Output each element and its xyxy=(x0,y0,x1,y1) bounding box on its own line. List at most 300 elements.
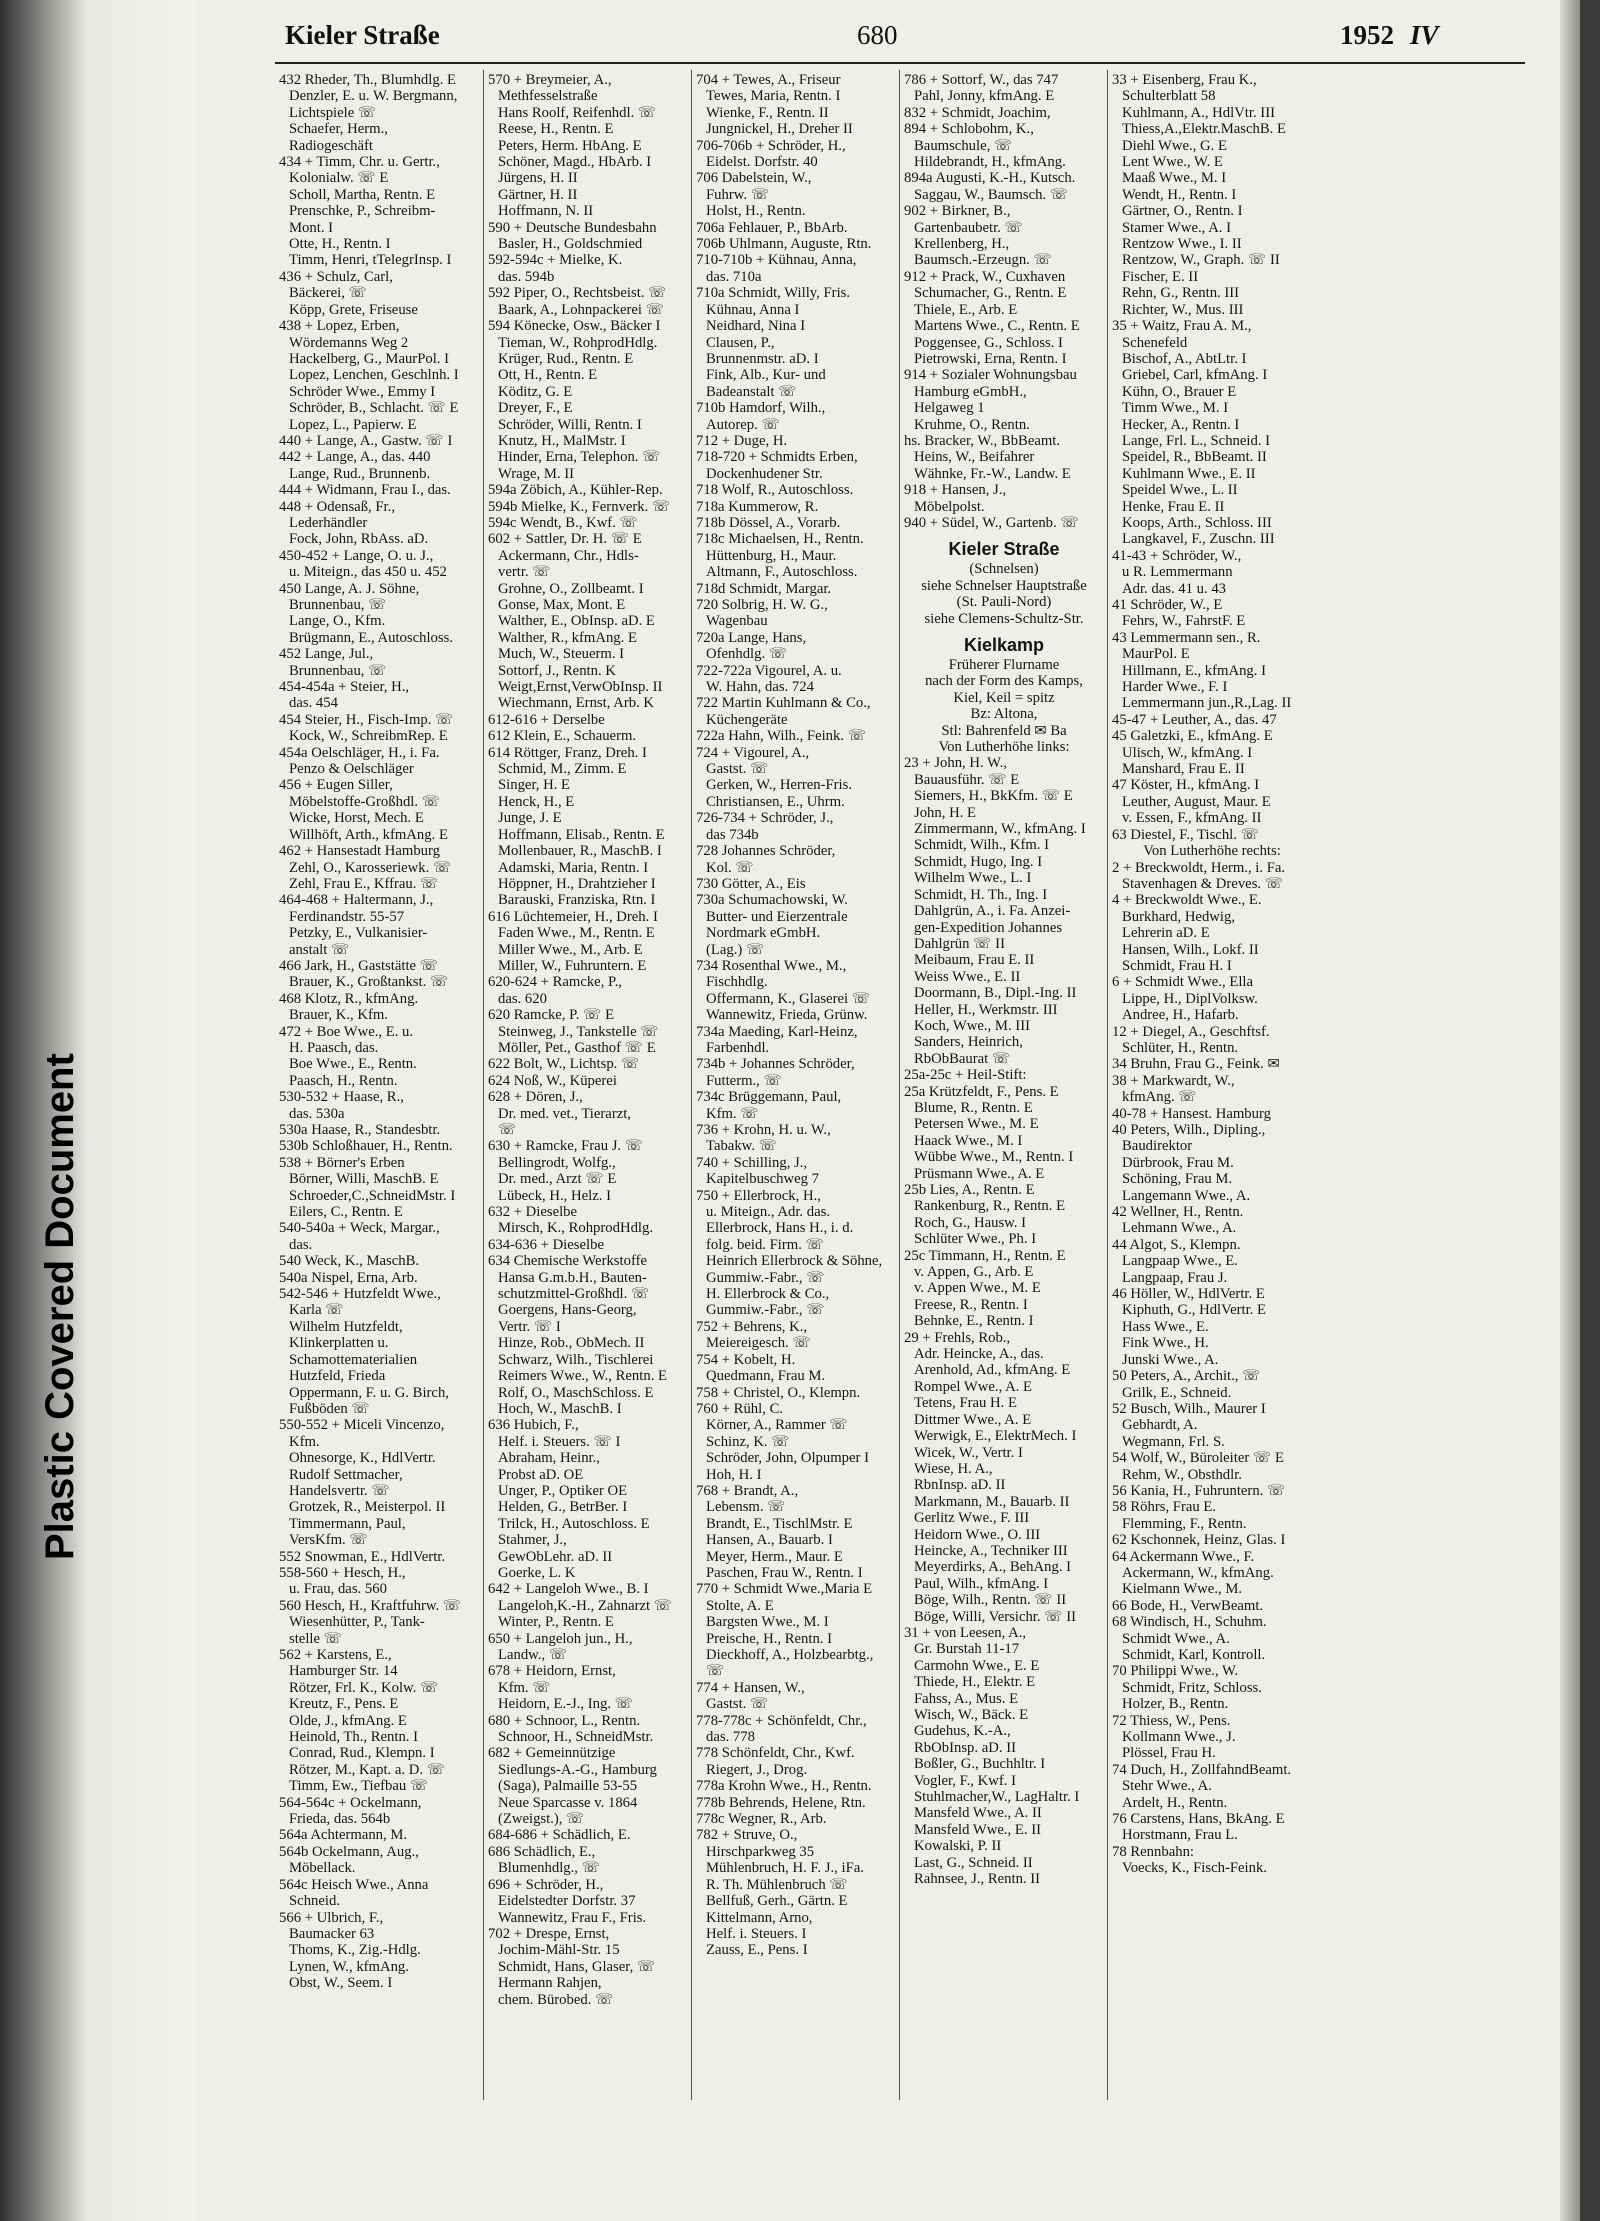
directory-entry: 47 Köster, H., kfmAng. I xyxy=(1112,777,1260,794)
directory-entry: Flemming, F., Rentn. xyxy=(1122,1515,1247,1532)
directory-entry: Hecker, A., Rentn. I xyxy=(1122,416,1240,433)
directory-entry: Markmann, M., Bauarb. II xyxy=(914,1493,1070,1510)
directory-entry: Dahlgrün, A., i. Fa. Anzei- xyxy=(914,903,1071,920)
directory-entry: 558-560 + Hesch, H., xyxy=(279,1564,406,1581)
directory-entry: Steinweg, J., Tankstelle ☏ xyxy=(498,1023,659,1040)
directory-entry: Hillmann, E., kfmAng. I xyxy=(1122,662,1266,679)
directory-entry: 35 + Waitz, Frau A. M., xyxy=(1112,318,1252,335)
column-4 xyxy=(899,70,1107,2100)
directory-entry: 38 + Markwardt, W., xyxy=(1112,1072,1235,1089)
directory-entry: Schmidt, Karl, Kontroll. xyxy=(1122,1647,1266,1663)
directory-entry: Wagenbau xyxy=(706,613,768,630)
directory-entry: 730 Götter, A., Eis xyxy=(696,875,806,892)
directory-entry: Schneid. xyxy=(289,1893,340,1910)
directory-entry: Abraham, Heinr., xyxy=(498,1450,600,1467)
directory-entry: 52 Busch, Wilh., Maurer I xyxy=(1112,1400,1266,1417)
directory-entry: Bellfuß, Gerh., Gärtn. E xyxy=(706,1893,848,1910)
directory-entry: 778c Wegner, R., Arb. xyxy=(696,1811,827,1828)
directory-entry: Lehmann Wwe., A. xyxy=(1122,1220,1237,1237)
directory-entry: 722-722a Vigourel, A. u. xyxy=(696,662,842,679)
directory-entry: Hoffmann, Elisab., Rentn. E xyxy=(498,826,665,843)
street-note: Kiel, Keil = spitz xyxy=(953,689,1055,706)
directory-entry: Krellenberg, H., xyxy=(914,236,1010,253)
directory-entry: Basler, H., Goldschmied xyxy=(498,236,643,253)
directory-entry: Conrad, Rud., Klempn. I xyxy=(289,1745,435,1762)
directory-entry: das. 620 xyxy=(498,990,547,1007)
directory-entry: Lopez, L., Papierw. E xyxy=(289,416,417,433)
directory-entry: Schumacher, G., Rentn. E xyxy=(914,285,1067,302)
directory-entry: Dieckhoff, A., Holzbearbtg., xyxy=(706,1647,874,1663)
directory-entry: 66 Bode, H., VerwBeamt. xyxy=(1112,1597,1264,1614)
directory-entry: 622 Bolt, W., Lichtsp. ☏ xyxy=(488,1056,640,1073)
directory-entry: 538 + Börner's Erben xyxy=(279,1154,405,1171)
directory-entry: das. 710a xyxy=(706,268,762,285)
directory-entry: v. Appen, G., Arb. E xyxy=(914,1264,1034,1281)
directory-entry: 54 Wolf, W., Büroleiter ☏ E xyxy=(1112,1450,1284,1467)
directory-entry: Rehn, G., Rentn. III xyxy=(1122,285,1240,302)
directory-entry: Rehm, W., Obsthdlr. xyxy=(1122,1466,1242,1483)
directory-entry: Baumschule, ☏ xyxy=(914,137,1013,154)
directory-entry: Christiansen, E., Uhrm. xyxy=(706,793,845,810)
directory-entry: 594 Könecke, Osw., Bäcker I xyxy=(488,318,661,335)
directory-entry: Goergens, Hans-Georg, xyxy=(498,1302,637,1319)
directory-entry: 724 + Vigourel, A., xyxy=(696,744,810,761)
directory-entry: Schwarz, Wilh., Tischlerei xyxy=(498,1351,654,1368)
directory-entry: Ackermann, W., kfmAng. xyxy=(1122,1564,1274,1581)
directory-entry: 706b Uhlmann, Auguste, Rtn. xyxy=(696,236,872,253)
page-edge xyxy=(1560,0,1580,2221)
directory-entry: Wiesenhütter, P., Tank- xyxy=(289,1614,425,1631)
directory-entry: Miller, W., Fuhruntern. E xyxy=(498,957,647,974)
directory-entry: kfmAng. ☏ xyxy=(1122,1089,1197,1106)
directory-entry: 634-636 + Dieselbe xyxy=(488,1236,604,1253)
directory-entry: Paschen, Frau W., Rentn. I xyxy=(706,1564,863,1581)
directory-entry: Freese, R., Rentn. I xyxy=(914,1296,1028,1313)
directory-entry: Scholl, Martha, Rentn. E xyxy=(289,186,436,203)
directory-entry: (Lag.) ☏ xyxy=(706,941,765,958)
directory-entry: Miller Wwe., M., Arb. E xyxy=(498,941,643,958)
directory-entry: Leuther, August, Maur. E xyxy=(1122,793,1271,810)
directory-entry: Paul, Wilh., kfmAng. I xyxy=(914,1575,1049,1592)
directory-entry: Hansen, Wilh., Lokf. II xyxy=(1122,941,1259,958)
directory-entry: Gerlitz Wwe., F. III xyxy=(914,1510,1030,1527)
directory-entry: Zimmermann, W., kfmAng. I xyxy=(914,821,1086,838)
directory-entry: Walther, E., ObInsp. aD. E xyxy=(498,613,655,630)
directory-entry: Autorep. ☏ xyxy=(706,416,780,433)
directory-entry: Stahmer, J., xyxy=(498,1532,567,1549)
directory-entry: Wannewitz, Frau F., Fris. xyxy=(498,1909,647,1926)
directory-entry: Schinz, K. ☏ xyxy=(706,1433,790,1450)
directory-entry: Radiogeschäft xyxy=(289,137,374,154)
directory-entry: Blume, R., Rentn. E xyxy=(914,1099,1033,1116)
directory-entry: 594c Wendt, B., Kwf. ☏ xyxy=(488,514,638,531)
directory-entry: (Zweigst.), ☏ xyxy=(498,1811,585,1828)
directory-entry: 25c Timmann, H., Rentn. E xyxy=(904,1247,1066,1264)
directory-entry: 616 Lüchtemeier, H., Dreh. I xyxy=(488,908,658,925)
directory-entry: 718-720 + Schmidts Erben, xyxy=(696,449,858,466)
directory-entry: 33 + Eisenberg, Frau K., xyxy=(1112,72,1257,88)
directory-entry: Ackermann, Chr., Hdls- xyxy=(498,547,639,564)
directory-entry: Walther, R., kfmAng. E xyxy=(498,629,637,646)
directory-entry: Bauausführ. ☏ E xyxy=(914,771,1020,788)
directory-entry: 454a Oelschläger, H., i. Fa. xyxy=(279,744,440,761)
directory-entry: 31 + von Leesen, A., xyxy=(904,1624,1027,1641)
directory-entry: 894a Augusti, K.-H., Kutsch. xyxy=(904,170,1076,187)
directory-entry: Junge, J. E xyxy=(498,810,562,827)
directory-entry: RbObBaurat ☏ xyxy=(914,1050,1011,1067)
directory-entry: Diehl Wwe., G. E xyxy=(1122,137,1227,154)
directory-entry: Kapitelbuschweg 7 xyxy=(706,1171,819,1188)
directory-entry: 642 + Langeloh Wwe., B. I xyxy=(488,1581,649,1598)
directory-entry: Last, G., Schneid. II xyxy=(914,1854,1033,1871)
directory-entry: Hamburger Str. 14 xyxy=(289,1663,398,1680)
directory-entry: 45 Galetzki, E., kfmAng. E xyxy=(1112,728,1273,745)
directory-entry: Brügmann, E., Autoschloss. xyxy=(289,629,454,646)
directory-entry: Probst aD. OE xyxy=(498,1466,584,1483)
book-spine xyxy=(0,0,195,2221)
directory-entry: Helf. i. Steuers. I xyxy=(706,1925,807,1942)
directory-entry: Schöner, Magd., HbArb. I xyxy=(498,154,652,171)
street-heading: Kieler Straße xyxy=(948,539,1060,560)
directory-entry: Kowalski, P. II xyxy=(914,1838,1002,1855)
directory-entry: Krüger, Rud., Rentn. E xyxy=(498,350,634,367)
directory-entry: 728 Johannes Schröder, xyxy=(696,843,836,860)
directory-entry: 902 + Birkner, B., xyxy=(904,203,1011,220)
directory-entry: 710a Schmidt, Willy, Fris. xyxy=(696,285,851,302)
directory-entry: 542-546 + Hutzfeldt Wwe., xyxy=(279,1286,441,1303)
directory-entry: Rentzow Wwe., I. II xyxy=(1122,236,1242,253)
directory-entry: 754 + Kobelt, H. xyxy=(696,1351,796,1368)
directory-entry: Wannewitz, Frieda, Grünw. xyxy=(706,1007,868,1024)
directory-entry: das. 454 xyxy=(289,695,338,712)
directory-entry: Singer, H. E xyxy=(498,777,571,794)
directory-entry: 710-710b + Kühnau, Anna, xyxy=(696,252,857,269)
directory-entry: folg. beid. Firm. ☏ xyxy=(706,1236,824,1253)
directory-entry: Poggensee, G., Schloss. I xyxy=(914,334,1063,351)
directory-entry: Rankenburg, R., Rentn. E xyxy=(914,1198,1066,1215)
directory-entry: 29 + Frehls, Rob., xyxy=(904,1329,1011,1346)
directory-entry: Hüttenburg, H., Maur. xyxy=(706,547,837,564)
directory-entry: das. 778 xyxy=(706,1729,755,1746)
directory-entry: Hoffmann, N. II xyxy=(498,203,594,220)
directory-entry: Brunnenbau, ☏ xyxy=(289,597,387,613)
directory-entry: Ellerbrock, Hans H., i. d. xyxy=(706,1220,854,1237)
directory-entry: 682 + Gemeinnützige xyxy=(488,1745,616,1762)
directory-entry: Kruhme, O., Rentn. xyxy=(914,416,1030,433)
directory-entry: Kolonialw. ☏ E xyxy=(289,170,389,187)
directory-entry: 634 Chemische Werkstoffe xyxy=(488,1253,647,1270)
directory-entry: Vogler, F., Kwf. I xyxy=(914,1772,1016,1789)
directory-entry: 592-594c + Mielke, K. xyxy=(488,252,623,269)
directory-entry: schutzmittel-Großhdl. ☏ xyxy=(498,1286,650,1303)
directory-entry: 722a Hahn, Wilh., Feink. ☏ xyxy=(696,728,867,745)
directory-entry: Ardelt, H., Rentn. xyxy=(1122,1794,1228,1811)
directory-entry: Offermann, K., Glaserei ☏ xyxy=(706,990,871,1007)
directory-entry: Gudehus, K.-A., xyxy=(914,1723,1011,1740)
directory-entry: Siemers, H., BkKfm. ☏ E xyxy=(914,788,1073,805)
running-header-street: Kieler Straße xyxy=(285,20,440,50)
directory-entry: 530b Schloßhauer, H., Rentn. xyxy=(279,1138,453,1155)
directory-entry: Schlüter, H., Rentn. xyxy=(1122,1039,1239,1056)
directory-entry: Roch, G., Hausw. I xyxy=(914,1214,1027,1231)
directory-entry: Stuhlmacher,W., LagHaltr. I xyxy=(914,1789,1080,1806)
directory-entry: Helden, G., BetrBer. I xyxy=(498,1499,628,1516)
directory-entry: Schmidt Wwe., A. xyxy=(1122,1630,1230,1647)
directory-entry: Schröder, John, Olpumper I xyxy=(706,1450,869,1467)
directory-entry: Koops, Arth., Schloss. III xyxy=(1122,514,1272,531)
directory-entry: Brandt, E., TischlMstr. E xyxy=(706,1515,853,1532)
directory-entry: Lemmermann jun.,R.,Lag. II xyxy=(1122,695,1292,712)
directory-entry: Thoms, K., Zig.-Hdlg. xyxy=(289,1942,421,1959)
directory-entry: Burkhard, Hedwig, xyxy=(1122,908,1235,925)
directory-entry: 472 + Boe Wwe., E. u. xyxy=(279,1023,414,1040)
street-note: Von Lutherhöhe rechts: xyxy=(1143,843,1281,860)
directory-entry: Gummiw.-Fabr., ☏ xyxy=(706,1302,825,1319)
directory-entry: MaurPol. E xyxy=(1122,646,1190,663)
directory-entry: 734b + Johannes Schröder, xyxy=(696,1056,855,1073)
directory-entry: 678 + Heidorn, Ernst, xyxy=(488,1663,616,1680)
directory-entry: Schmidt, Frau H. I xyxy=(1122,957,1232,974)
directory-entry: Hinze, Rob., ObMech. II xyxy=(498,1335,645,1352)
directory-entry: Haack Wwe., M. I xyxy=(914,1132,1023,1149)
directory-entry: Stamer Wwe., A. I xyxy=(1122,219,1232,236)
directory-entry: 34 Bruhn, Frau G., Feink. ✉ xyxy=(1112,1056,1280,1073)
directory-entry: Kfm. ☏ xyxy=(498,1679,551,1696)
street-note: Bz: Altona, xyxy=(970,706,1038,723)
directory-entry: 2 + Breckwoldt, Herm., i. Fa. xyxy=(1112,859,1286,876)
directory-entry: 702 + Drespe, Ernst, xyxy=(488,1925,610,1942)
directory-entry: 614 Röttger, Franz, Dreh. I xyxy=(488,744,647,761)
directory-entry: 718b Dössel, A., Vorarb. xyxy=(696,514,841,531)
directory-entry: Barauski, Franziska, Rtn. I xyxy=(498,892,656,909)
directory-entry: Speidel Wwe., L. II xyxy=(1122,482,1238,499)
directory-entry: Saggau, W., Baumsch. ☏ xyxy=(914,186,1069,203)
directory-entry: Paasch, H., Rentn. xyxy=(289,1072,398,1089)
directory-entry: 46 Höller, W., HdlVertr. E xyxy=(1112,1286,1265,1303)
directory-entry: 736 + Krohn, H. u. W., xyxy=(696,1122,831,1138)
directory-entry: Jungnickel, H., Dreher II xyxy=(706,121,853,138)
directory-entry: Prenschke, P., Schreibm- xyxy=(289,203,436,220)
directory-entry: hs. Bracker, W., BbBeamt. xyxy=(904,432,1061,449)
directory-entry: Böge, Willi, Versichr. ☏ II xyxy=(914,1608,1077,1625)
directory-entry: Schröder Wwe., Emmy I xyxy=(289,383,436,400)
directory-entry: Schmidt, Fritz, Schloss. xyxy=(1122,1679,1262,1696)
directory-entry: Dr. med., Arzt ☏ E xyxy=(498,1171,617,1188)
directory-entry: 718c Michaelsen, H., Rentn. xyxy=(696,531,864,548)
directory-entry: Rötzer, Frl. K., Kolw. ☏ xyxy=(289,1679,439,1696)
directory-entry: Junski Wwe., A. xyxy=(1122,1351,1219,1368)
directory-entry: Kuhlmann Wwe., E. II xyxy=(1122,465,1256,482)
directory-entry: Timm, Henri, tTelegrInsp. I xyxy=(289,252,452,269)
directory-entry: 758 + Christel, O., Klempn. xyxy=(696,1384,861,1401)
directory-entry: Dockenhudener Str. xyxy=(706,465,823,482)
directory-entry: Oppermann, F. u. G. Birch, xyxy=(289,1384,449,1401)
directory-entry: Fischer, E. II xyxy=(1122,268,1199,285)
directory-entry: Richter, W., Mus. III xyxy=(1122,301,1244,318)
directory-entry: Fischhdlg. xyxy=(706,974,768,991)
directory-entry: Holst, H., Rentn. xyxy=(706,203,806,220)
directory-entry: Brunnenmstr. aD. I xyxy=(706,350,819,367)
directory-entry: Vertr. ☏ I xyxy=(498,1318,561,1335)
directory-entry: Eilers, C., Rentn. E xyxy=(289,1204,403,1221)
directory-entry: 56 Kania, H., Fuhruntern. ☏ xyxy=(1112,1482,1286,1499)
directory-entry: 58 Röhrs, Frau E. xyxy=(1112,1499,1217,1516)
directory-entry: 706-706b + Schröder, H., xyxy=(696,137,846,154)
directory-entry: Quedmann, Frau M. xyxy=(706,1368,826,1385)
directory-entry: Kreutz, F., Pens. E xyxy=(289,1696,399,1713)
directory-entry: Hamburg eGmbH., xyxy=(914,383,1027,400)
directory-entry: Kuhlmann, A., HdlVtr. III xyxy=(1122,104,1275,121)
directory-entry: Timmermann, Paul, xyxy=(289,1515,406,1532)
directory-entry: Höppner, H., Drahtzieher I xyxy=(498,875,656,892)
directory-entry: 740 + Schilling, J., xyxy=(696,1154,808,1171)
directory-entry: GewObLehr. aD. II xyxy=(498,1548,613,1565)
directory-entry: 722 Martin Kuhlmann & Co., xyxy=(696,695,871,712)
directory-entry: Schroeder,C.,SchneidMstr. I xyxy=(289,1187,456,1204)
directory-entry: Lent Wwe., W. E xyxy=(1122,154,1223,171)
directory-entry: Gebhardt, A. xyxy=(1122,1417,1198,1434)
edition-year: 1952 xyxy=(1340,20,1394,50)
directory-entry: Langeloh,K.-H., Zahnarzt ☏ xyxy=(498,1597,673,1614)
directory-entry: Schaefer, Herm., xyxy=(289,121,388,138)
directory-entry: Hansen, A., Bauarb. I xyxy=(706,1532,833,1549)
directory-entry: Reese, H., Rentn. E xyxy=(498,121,614,138)
directory-entry: Hass Wwe., E. xyxy=(1122,1318,1209,1335)
directory-entry: gen-Expedition Johannes xyxy=(914,919,1063,936)
directory-entry: Schmidt, Hugo, Ing. I xyxy=(914,853,1043,870)
directory-entry: RbnInsp. aD. II xyxy=(914,1477,1006,1494)
directory-entry: 436 + Schulz, Carl, xyxy=(279,268,393,285)
directory-entry: Wisch, W., Bäck. E xyxy=(914,1707,1029,1723)
directory-entry: Adr. das. 41 u. 43 xyxy=(1122,580,1227,597)
directory-entry: 752 + Behrens, K., xyxy=(696,1318,808,1335)
directory-entry: Langkavel, F., Zuschn. III xyxy=(1122,531,1275,548)
directory-entry: RbObInsp. aD. II xyxy=(914,1739,1016,1756)
directory-entry: Timm Wwe., M. I xyxy=(1122,400,1229,417)
directory-entry: Jochim-Mähl-Str. 15 xyxy=(498,1942,620,1959)
column-3 xyxy=(691,70,899,2100)
directory-entry: Brunnenbau, ☏ xyxy=(289,662,387,679)
directory-entry: Wrage, M. II xyxy=(498,465,575,482)
directory-entry: chem. Bürobed. ☏ xyxy=(498,1991,614,2008)
directory-entry: Mirsch, K., RohprodHdlg. xyxy=(498,1220,654,1237)
directory-entry: u. Miteign., das 450 u. 452 xyxy=(289,564,447,581)
directory-entry: Dreyer, F., E xyxy=(498,400,573,417)
directory-entry: Küchengeräte xyxy=(706,711,788,728)
directory-entry: Grohne, O., Zollbeamt. I xyxy=(498,580,644,597)
directory-entry: Werwigk, E., ElektrMech. I xyxy=(914,1428,1077,1445)
directory-entry: 778-778c + Schönfeldt, Chr., xyxy=(696,1712,867,1729)
directory-entry: Wegmann, Frl. S. xyxy=(1122,1433,1225,1450)
directory-entry: Trilck, H., Autoschloss. E xyxy=(498,1515,650,1532)
directory-entry: Landw., ☏ xyxy=(498,1647,568,1663)
directory-entry: anstalt ☏ xyxy=(289,941,350,958)
directory-entry: Boßler, G., Buchhltr. I xyxy=(914,1756,1046,1773)
directory-entry: stelle ☏ xyxy=(289,1630,343,1647)
directory-entry: Goerke, L. K xyxy=(498,1564,576,1581)
directory-entry: 912 + Prack, W., Cuxhaven xyxy=(904,268,1066,285)
directory-entry: Ott, H., Rentn. E xyxy=(498,367,598,384)
directory-entry: 918 + Hansen, J., xyxy=(904,482,1007,499)
directory-entry: Petersen Wwe., M. E xyxy=(914,1116,1039,1133)
directory-entry: Zauss, E., Pens. I xyxy=(706,1942,808,1959)
directory-entry: Mollenbauer, R., MaschB. I xyxy=(498,843,662,860)
directory-entry: v. Essen, F., kfmAng. II xyxy=(1122,810,1262,827)
directory-entry: Timm, Ew., Tiefbau ☏ xyxy=(289,1778,429,1795)
directory-entry: Baumacker 63 xyxy=(289,1925,375,1942)
directory-entry: Schlüter Wwe., Ph. I xyxy=(914,1231,1037,1248)
directory-entry: Körner, A., Rammer ☏ xyxy=(706,1417,848,1434)
directory-entry: 468 Klotz, R., kfmAng. xyxy=(279,990,419,1007)
directory-entry: Wördemanns Weg 2 xyxy=(289,334,409,351)
directory-entry: Badeanstalt ☏ xyxy=(706,383,797,400)
directory-entry: 41 Schröder, W., E xyxy=(1112,597,1223,613)
street-note: Stl: Bahrenfeld ✉ Ba xyxy=(941,722,1067,739)
directory-entry: Schulterblatt 58 xyxy=(1122,88,1216,105)
directory-entry: Reimers Wwe., W., Rentn. E xyxy=(498,1368,668,1385)
directory-entry: Fuhrw. ☏ xyxy=(706,186,770,203)
directory-entry: 680 + Schnoor, L., Rentn. xyxy=(488,1712,641,1729)
directory-entry: Lange, Frl. L., Schneid. I xyxy=(1122,432,1271,449)
directory-entry: 706 Dabelstein, W., xyxy=(696,170,812,187)
directory-entry: u. Frau, das. 560 xyxy=(289,1581,387,1598)
directory-entry: 440 + Lange, A., Gastw. ☏ I xyxy=(279,432,453,449)
directory-entry: Bischof, A., AbtLtr. I xyxy=(1122,350,1247,367)
directory-entry: 450 Lange, A. J. Söhne, xyxy=(279,580,420,597)
directory-entry: Hoh, H. I xyxy=(706,1466,762,1483)
directory-entry: Meyer, Herm., Maur. E xyxy=(706,1548,843,1565)
directory-entry: Heller, H., Werkmstr. III xyxy=(914,1001,1058,1018)
directory-entry: Andree, H., Hafarb. xyxy=(1122,1007,1239,1024)
directory-entry: Dr. med. vet., Tierarzt, xyxy=(498,1105,631,1122)
directory-entry: Meibaum, Frau E. II xyxy=(914,952,1035,969)
directory-entry: Heinold, Th., Rentn. I xyxy=(289,1729,419,1746)
directory-entry: Ohnesorge, K., HdlVertr. xyxy=(289,1450,436,1467)
directory-entry: Mansfeld Wwe., E. II xyxy=(914,1821,1041,1838)
directory-entry: Wicke, Horst, Mech. E xyxy=(289,810,424,827)
directory-entry: 42 Wellner, H., Rentn. xyxy=(1112,1204,1244,1221)
column-2 xyxy=(483,70,691,2100)
directory-entry: Neidhard, Nina I xyxy=(706,318,806,335)
directory-entry: Petzky, E., Vulkanisier- xyxy=(289,925,428,942)
directory-entry: 730a Schumachowski, W. xyxy=(696,892,848,909)
directory-entry: Manshard, Frau E. II xyxy=(1122,761,1245,778)
directory-entry: 540 Weck, K., MaschB. xyxy=(279,1253,420,1270)
directory-entry: Willhöft, Arth., kfmAng. E xyxy=(289,826,448,843)
directory-entry: 40-78 + Hansest. Hamburg xyxy=(1112,1105,1271,1122)
directory-entry: 718 Wolf, R., Autoschloss. xyxy=(696,482,854,499)
directory-entry: Riegert, J., Drog. xyxy=(706,1761,808,1778)
directory-entry: 452 Lange, Jul., xyxy=(279,646,374,663)
directory-entry: Brauer, K., Kfm. xyxy=(289,1007,388,1024)
directory-entry: Lübeck, H., Helz. I xyxy=(498,1187,611,1204)
directory-entry: Lichtspiele ☏ xyxy=(289,104,377,121)
directory-entry: 564-564c + Ockelmann, xyxy=(279,1794,422,1811)
directory-entry: 6 + Schmidt Wwe., Ella xyxy=(1112,974,1253,991)
directory-entry: VersKfm. ☏ xyxy=(289,1532,368,1549)
directory-entry: 726-734 + Schröder, J., xyxy=(696,810,834,827)
directory-entry: 432 Rheder, Th., Blumhdlg. E xyxy=(279,72,457,88)
directory-entry: Baumsch.-Erzeugn. ☏ xyxy=(914,252,1052,269)
directory-entry: Gr. Burstah 11-17 xyxy=(914,1641,1020,1658)
directory-entry: Schmidt, H. Th., Ing. I xyxy=(914,886,1048,903)
directory-entry: Lederhändler xyxy=(289,514,368,531)
directory-entry: Gärtner, O., Rentn. I xyxy=(1122,203,1243,220)
directory-entry: Brauer, K., Großtankst. ☏ xyxy=(289,974,449,991)
directory-entry: 684-686 + Schädlich, E. xyxy=(488,1827,631,1844)
directory-entry: Stehr Wwe., A. xyxy=(1122,1778,1212,1795)
directory-entry: 43 Lemmermann sen., R. xyxy=(1112,629,1261,646)
